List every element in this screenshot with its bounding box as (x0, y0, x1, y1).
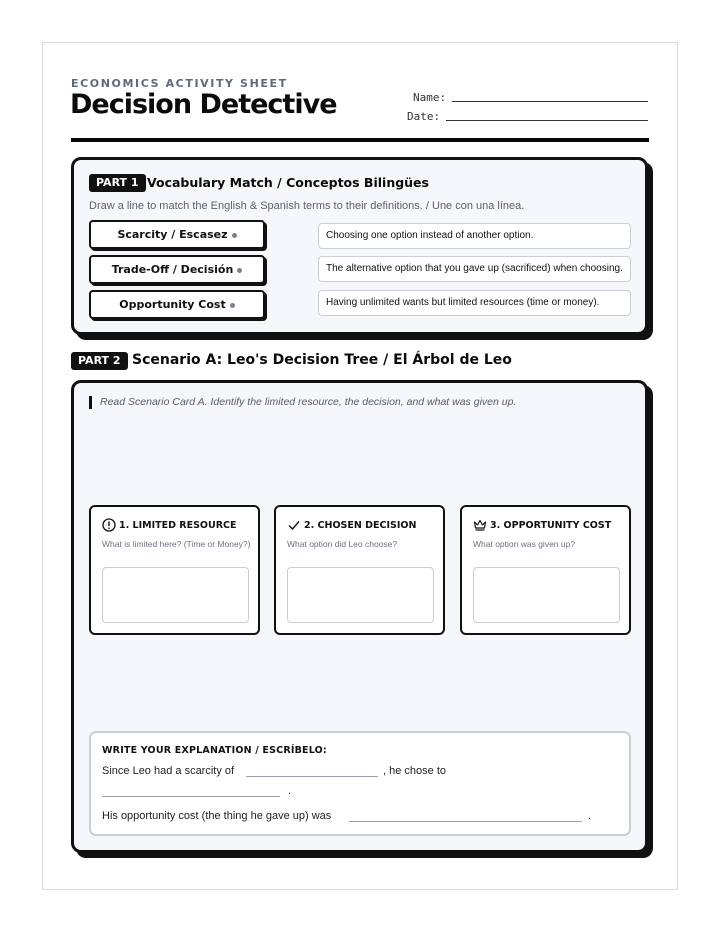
chose-blank[interactable] (102, 796, 280, 797)
date-field[interactable] (446, 120, 648, 121)
term-scarcity[interactable] (89, 220, 265, 249)
part2-badge: PART 2 (71, 352, 128, 370)
explanation-line2-end: . (288, 785, 292, 797)
opportunity-cost-card (460, 505, 631, 635)
connector-dot[interactable] (230, 303, 235, 308)
header-divider (71, 138, 649, 142)
explanation-line1-mid: , he chose to (383, 765, 446, 777)
definition-item[interactable]: The alternative option that you gave up (sacrificed) when choosing. (318, 256, 631, 282)
part1-title: Vocabulary Match / Conceptos Bilingües (147, 175, 429, 190)
definition-item[interactable]: Having unlimited wants but limited resources (time or money). (318, 290, 631, 316)
scarcity-blank[interactable] (246, 776, 378, 777)
page-title: Decision Detective (70, 89, 337, 120)
check-icon (287, 518, 301, 532)
card-title: 2. CHOSEN DECISION (304, 519, 417, 531)
connector-dot[interactable] (232, 233, 237, 238)
explanation-line3-start: His opportunity cost (the thing he gave up) was (102, 810, 332, 822)
card-title: 1. LIMITED RESOURCE (119, 519, 237, 531)
card-question: What is limited here? (Time or Money?) (102, 539, 251, 549)
term-label: Scarcity / Escasez (117, 228, 228, 241)
explanation-line3-end: . (588, 810, 592, 822)
card-question: What option did Leo choose? (287, 539, 398, 549)
limited-resource-card (89, 505, 260, 635)
part1-instructions: Draw a line to match the English & Spanish terms to their definitions. / Une con una línea. (89, 200, 525, 212)
term-label: Opportunity Cost (119, 298, 226, 311)
part2-title: Scenario A: Leo's Decision Tree / El Árbol de Leo (132, 352, 512, 368)
chosen-decision-card (274, 505, 445, 635)
card-header (473, 518, 611, 532)
part1-badge: PART 1 (89, 174, 146, 192)
eyebrow-label: ECONOMICS ACTIVITY SHEET (71, 77, 288, 90)
card-header (102, 518, 236, 532)
explanation-heading: WRITE YOUR EXPLANATION / ESCRÍBELO: (102, 745, 327, 756)
term-trade-off[interactable] (89, 255, 265, 284)
term-opportunity-cost[interactable] (89, 290, 265, 319)
opportunity-cost-answer-box[interactable] (473, 567, 620, 623)
limited-resource-answer-box[interactable] (102, 567, 249, 623)
card-header (287, 518, 416, 532)
name-label: Name: (413, 91, 447, 104)
explanation-line1-start: Since Leo had a scarcity of (102, 765, 235, 777)
explanation-box (89, 731, 631, 836)
name-field[interactable] (452, 101, 648, 102)
term-label: Trade-Off / Decisión (111, 263, 234, 276)
crown-icon (473, 518, 487, 532)
card-title: 3. OPPORTUNITY COST (490, 519, 612, 531)
alert-circle-icon (102, 518, 116, 532)
definition-item[interactable]: Choosing one option instead of another option. (318, 223, 631, 249)
connector-dot[interactable] (237, 268, 242, 273)
chosen-decision-answer-box[interactable] (287, 567, 434, 623)
part2-instructions: Read Scenario Card A. Identify the limited resource, the decision, and what was given up. (89, 396, 516, 409)
card-question: What option was given up? (473, 539, 576, 549)
date-label: Date: (407, 110, 441, 123)
opportunity-cost-blank[interactable] (349, 821, 582, 822)
